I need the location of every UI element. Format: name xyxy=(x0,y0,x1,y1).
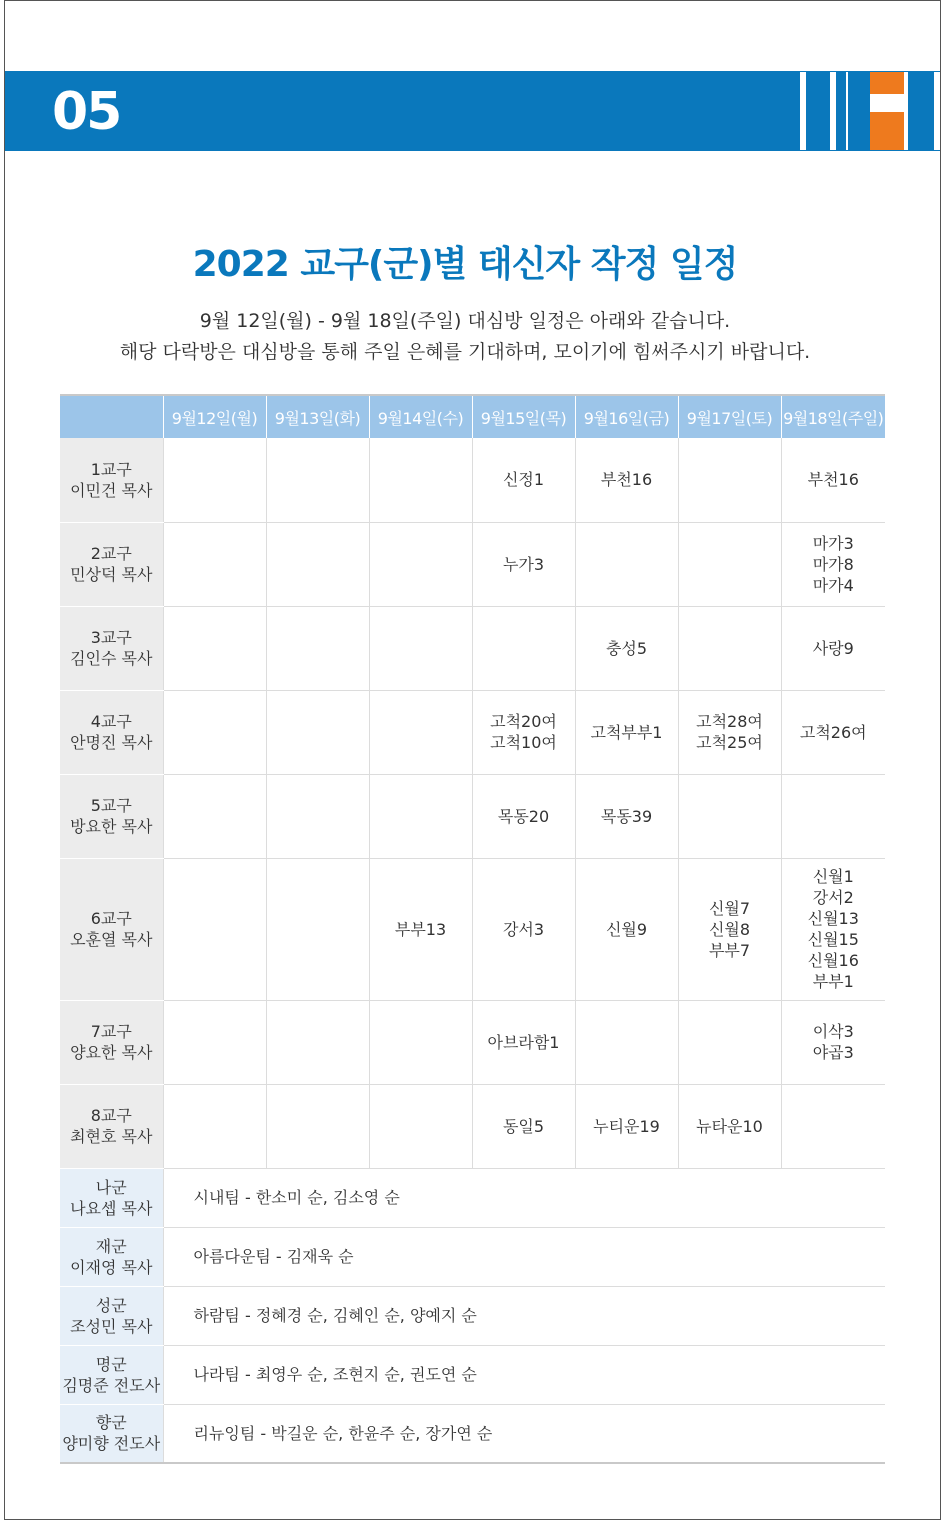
schedule-cell xyxy=(575,858,678,1000)
group-entry: 충성5 xyxy=(605,638,648,658)
team-name: 명군 xyxy=(95,1354,127,1374)
schedule-cell xyxy=(163,438,266,522)
schedule-cell xyxy=(472,774,575,858)
team-leader: 김명준 전도사 xyxy=(62,1375,161,1395)
district-row xyxy=(60,690,885,774)
team-leader: 나요셉 목사 xyxy=(70,1198,153,1218)
group-entry: 이삭3 xyxy=(812,1022,854,1041)
schedule-cell xyxy=(781,522,885,606)
schedule-cell xyxy=(678,606,781,690)
group-entry: 마가4 xyxy=(812,575,854,595)
district-label xyxy=(60,1000,163,1084)
team-row xyxy=(60,1404,885,1463)
schedule-cell xyxy=(575,438,678,522)
district-label xyxy=(60,690,163,774)
schedule-cell xyxy=(678,1000,781,1084)
group-entry: 강서3 xyxy=(502,919,545,939)
group-entry: 부천16 xyxy=(807,470,859,490)
schedule-cell xyxy=(163,690,266,774)
district-label xyxy=(60,1084,163,1168)
schedule-cell xyxy=(781,606,885,690)
schedule-cell xyxy=(472,858,575,1000)
schedule-cell xyxy=(781,1084,885,1168)
schedule-cell xyxy=(575,1084,678,1168)
team-label xyxy=(60,1286,163,1345)
district-name: 7교구 xyxy=(90,1022,132,1041)
day-header: 9월12일(월) xyxy=(163,395,266,438)
district-row xyxy=(60,438,885,522)
team-label xyxy=(60,1404,163,1463)
group-entry: 목동39 xyxy=(600,806,653,826)
schedule-table xyxy=(60,394,885,1464)
schedule-cell xyxy=(163,858,266,1000)
district-row xyxy=(60,858,885,1000)
team-row xyxy=(60,1345,885,1404)
schedule-cell xyxy=(678,522,781,606)
schedule-cell xyxy=(163,774,266,858)
district-pastor: 방요한 목사 xyxy=(70,817,153,836)
schedule-cell xyxy=(266,690,369,774)
district-name: 1교구 xyxy=(90,459,132,479)
district-pastor: 이민건 목사 xyxy=(70,480,153,500)
schedule-cell xyxy=(472,1084,575,1168)
schedule-cell xyxy=(678,774,781,858)
schedule-cell xyxy=(781,858,885,1000)
group-entry: 부부1 xyxy=(812,972,854,991)
group-entry: 신월13 xyxy=(807,909,859,928)
group-entry: 고척25여 xyxy=(696,733,763,752)
schedule-cell xyxy=(472,438,575,522)
schedule-cell xyxy=(163,1084,266,1168)
schedule-cell xyxy=(472,522,575,606)
district-row xyxy=(60,774,885,858)
group-entry: 고척20여 xyxy=(490,712,557,731)
schedule-cell xyxy=(266,606,369,690)
district-label xyxy=(60,606,163,690)
page-number: 05 xyxy=(52,82,121,142)
day-header: 9월14일(수) xyxy=(369,395,472,438)
schedule-cell xyxy=(781,774,885,858)
district-row xyxy=(60,522,885,606)
intro-line: 해당 다락방은 대심방을 통해 주일 은혜를 기대하며, 모이기에 힘써주시기 바랍니다. xyxy=(119,341,811,363)
intro-line: 9월 12일(월) - 9월 18일(주일) 대심방 일정은 아래와 같습니다. xyxy=(199,310,731,332)
team-name: 나군 xyxy=(95,1177,127,1197)
group-entry: 야곱3 xyxy=(812,1043,854,1062)
team-leader: 조성민 목사 xyxy=(70,1316,153,1336)
group-entry: 마가8 xyxy=(812,554,854,574)
group-entry: 고척10여 xyxy=(490,733,557,752)
group-entry: 목동20 xyxy=(497,806,550,826)
group-entry: 부부13 xyxy=(394,919,447,939)
schedule-cell xyxy=(369,606,472,690)
day-header: 9월15일(목) xyxy=(472,395,575,438)
group-entry: 동일5 xyxy=(502,1116,545,1136)
schedule-cell xyxy=(369,438,472,522)
district-row xyxy=(60,1084,885,1168)
team-leader: 이재영 목사 xyxy=(70,1257,153,1277)
schedule-cell xyxy=(163,522,266,606)
schedule-cell xyxy=(266,774,369,858)
team-members: 시내팀 - 한소미 순, 김소영 순 xyxy=(163,1168,885,1227)
district-pastor: 민상덕 목사 xyxy=(70,565,153,584)
team-members: 하람팀 - 정혜경 순, 김혜인 순, 양예지 순 xyxy=(163,1286,885,1345)
district-name: 3교구 xyxy=(90,628,132,647)
district-pastor: 양요한 목사 xyxy=(70,1043,153,1062)
group-entry: 아브라함1 xyxy=(487,1032,560,1052)
schedule-cell xyxy=(266,1000,369,1084)
team-row xyxy=(60,1286,885,1345)
group-entry: 신월7 xyxy=(708,898,751,918)
team-row xyxy=(60,1168,885,1227)
district-row xyxy=(60,1000,885,1084)
district-label xyxy=(60,858,163,1000)
schedule-cell xyxy=(781,1000,885,1084)
schedule-cell xyxy=(266,438,369,522)
corner-cell xyxy=(60,395,163,438)
schedule-cell xyxy=(678,858,781,1000)
team-members: 아름다운팀 - 김재욱 순 xyxy=(163,1227,885,1286)
group-entry: 고척28여 xyxy=(696,712,763,731)
schedule-cell xyxy=(678,690,781,774)
schedule-cell xyxy=(369,1084,472,1168)
day-header: 9월16일(금) xyxy=(575,395,678,438)
district-pastor: 김인수 목사 xyxy=(70,649,153,668)
group-entry: 뉴타운10 xyxy=(696,1116,763,1136)
group-entry: 누티운19 xyxy=(593,1116,660,1136)
schedule-cell xyxy=(369,522,472,606)
district-name: 2교구 xyxy=(90,544,132,563)
group-entry: 부부7 xyxy=(708,940,751,960)
schedule-cell xyxy=(575,774,678,858)
schedule-cell xyxy=(575,522,678,606)
schedule-cell xyxy=(369,690,472,774)
district-pastor: 안명진 목사 xyxy=(70,733,153,752)
schedule-cell xyxy=(472,690,575,774)
team-leader: 양미향 전도사 xyxy=(62,1434,161,1454)
district-row xyxy=(60,606,885,690)
district-name: 6교구 xyxy=(90,909,132,928)
group-entry: 마가3 xyxy=(812,533,854,553)
group-entry: 신월1 xyxy=(812,867,854,886)
district-name: 8교구 xyxy=(90,1106,132,1125)
group-entry: 누가3 xyxy=(502,554,545,574)
group-entry: 신월16 xyxy=(807,951,859,970)
schedule-cell xyxy=(678,1084,781,1168)
group-entry: 고척부부1 xyxy=(590,722,663,742)
schedule-cell xyxy=(781,438,885,522)
group-entry: 신월8 xyxy=(708,919,751,939)
schedule-cell xyxy=(575,1000,678,1084)
district-label xyxy=(60,522,163,606)
team-name: 성군 xyxy=(95,1295,127,1315)
team-members: 나라팀 - 최영우 순, 조현지 순, 권도연 순 xyxy=(163,1345,885,1404)
page-title: 2022 교구(군)별 태신자 작정 일정 xyxy=(192,244,738,285)
team-label xyxy=(60,1227,163,1286)
schedule-cell xyxy=(266,522,369,606)
district-pastor: 오훈열 목사 xyxy=(70,930,153,949)
district-pastor: 최현호 목사 xyxy=(70,1127,153,1146)
schedule-cell xyxy=(163,1000,266,1084)
day-header: 9월17일(토) xyxy=(678,395,781,438)
district-name: 5교구 xyxy=(90,796,132,815)
schedule-cell xyxy=(678,438,781,522)
team-label xyxy=(60,1168,163,1227)
schedule-cell xyxy=(472,1000,575,1084)
day-header: 9월18일(주일) xyxy=(781,395,885,438)
schedule-cell xyxy=(163,606,266,690)
district-label xyxy=(60,774,163,858)
team-members: 리뉴잉팀 - 박길운 순, 한윤주 순, 장가연 순 xyxy=(163,1404,885,1463)
schedule-cell xyxy=(369,858,472,1000)
team-name: 향군 xyxy=(95,1413,127,1433)
group-entry: 고척26여 xyxy=(799,722,867,742)
group-entry: 사랑9 xyxy=(812,638,854,658)
church-logo-icon xyxy=(800,72,940,150)
team-name: 재군 xyxy=(95,1236,127,1256)
schedule-cell xyxy=(266,858,369,1000)
day-header: 9월13일(화) xyxy=(266,395,369,438)
schedule-cell xyxy=(369,774,472,858)
district-name: 4교구 xyxy=(90,712,132,731)
schedule-cell xyxy=(266,1084,369,1168)
team-row xyxy=(60,1227,885,1286)
day-header-row xyxy=(60,395,885,438)
group-entry: 강서2 xyxy=(812,888,854,907)
group-entry: 부천16 xyxy=(600,470,653,490)
intro-text xyxy=(0,306,930,368)
district-label xyxy=(60,438,163,522)
schedule-cell xyxy=(369,1000,472,1084)
group-entry: 신월15 xyxy=(807,930,859,949)
team-label xyxy=(60,1345,163,1404)
schedule-cell xyxy=(575,606,678,690)
schedule-cell xyxy=(472,606,575,690)
group-entry: 신정1 xyxy=(502,470,545,490)
group-entry: 신월9 xyxy=(605,919,648,939)
schedule-cell xyxy=(781,690,885,774)
schedule-cell xyxy=(575,690,678,774)
